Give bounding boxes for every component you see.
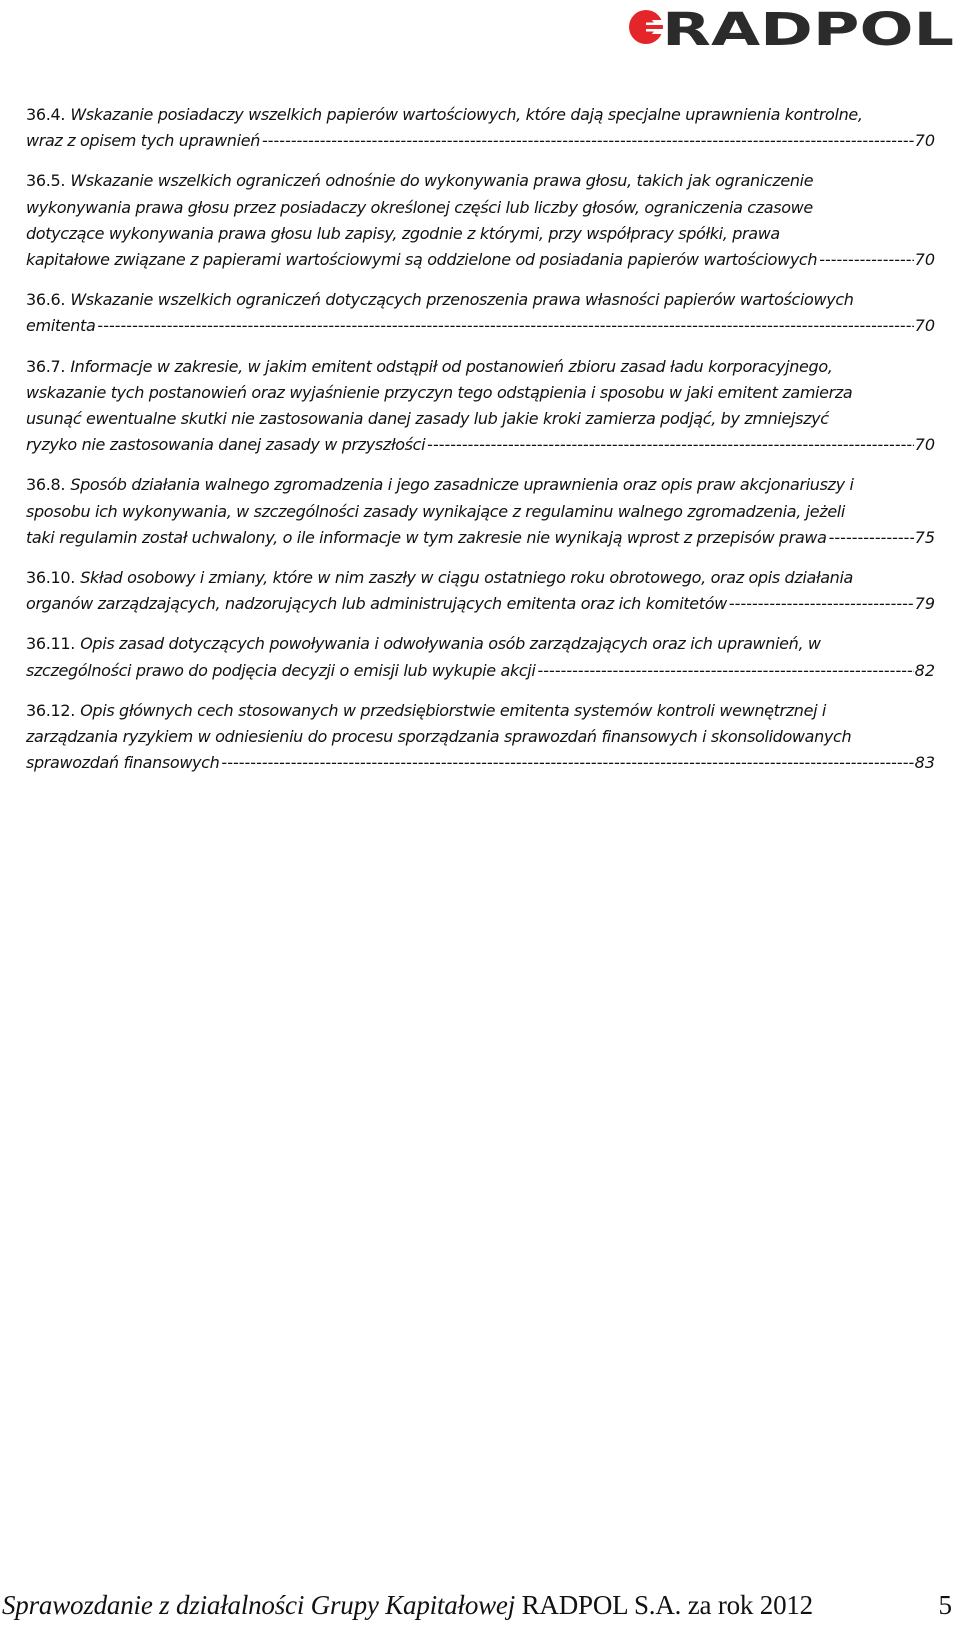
toc-entry-text: szczególności prawo do podjęcia decyzji o emisji lub wykupie akcji: [26, 660, 536, 680]
toc-entry-page: 70: [914, 250, 935, 270]
table-of-contents: [26, 102, 935, 790]
toc-entry[interactable]: [26, 168, 935, 273]
toc-entry-text: Skład osobowy i zmiany, które w nim zaszły w ciągu ostatniego roku obrotowego, oraz opis działania: [80, 568, 853, 588]
toc-entry[interactable]: [26, 631, 935, 683]
toc-entry-text: Wskazanie wszelkich ograniczeń odnośnie do wykonywania prawa głosu, takich jak ograniczenie: [70, 171, 814, 191]
toc-entry-text: kapitałowe związane z papierami wartościowymi są oddzielone od posiadania papierów wartościowych: [26, 250, 818, 270]
dot-leader: [221, 750, 913, 776]
toc-entry-line: [26, 221, 935, 247]
toc-entry-line: [26, 168, 935, 194]
toc-entry[interactable]: [26, 472, 935, 551]
toc-entry-page: 70: [914, 131, 935, 151]
dot-leader: [819, 247, 913, 273]
toc-entry-text: Opis zasad dotyczących powoływania i odwoływania osób zarządzających oraz ich uprawnień, w: [80, 634, 821, 654]
dot-leader: [829, 525, 914, 551]
toc-entry-text: Informacje w zakresie, w jakim emitent odstąpił od postanowień zbioru zasad ładu korporacyjnego,: [70, 356, 833, 376]
toc-entry-number: 36.4.: [26, 105, 66, 124]
toc-entry-text: dotyczące wykonywania prawa głosu lub zapisy, zgodnie z którymi, przy współpracy spółki, prawa: [26, 223, 780, 243]
toc-entry-text: emitenta: [26, 316, 96, 336]
toc-entry-line: [26, 406, 935, 432]
toc-entry[interactable]: [26, 287, 935, 339]
toc-entry-page: 70: [914, 316, 935, 336]
dot-leader: [97, 313, 913, 339]
toc-entry-page: 70: [914, 435, 935, 455]
toc-entry-number: 36.12.: [26, 700, 76, 720]
toc-entry-line: [26, 698, 935, 724]
dot-leader: [538, 658, 914, 684]
toc-entry-last-line: [26, 128, 935, 154]
toc-entry[interactable]: [26, 698, 935, 777]
toc-entry-line: [26, 565, 935, 591]
toc-entry-number: 36.11.: [26, 634, 76, 654]
logo-emblem-icon: [629, 10, 666, 44]
toc-entry-page: 79: [914, 594, 935, 614]
toc-entry-text: Wskazanie posiadaczy wszelkich papierów wartościowych, które dają specjalne uprawnienia kontrolne,: [70, 105, 863, 124]
toc-entry-page: 83: [914, 753, 935, 773]
toc-entry-number: 36.7.: [26, 356, 66, 376]
toc-entry-line: [26, 287, 935, 313]
toc-entry-last-line: [26, 432, 935, 458]
toc-entry-last-line: [26, 658, 935, 684]
toc-entry-last-line: [26, 247, 935, 273]
toc-entry-text: zarządzania ryzykiem w odniesieniu do procesu sporządzania sprawozdań finansowych i skonsolidowanych: [26, 727, 852, 747]
dot-leader: [427, 432, 913, 458]
toc-entry-text: sprawozdań finansowych: [26, 753, 220, 773]
toc-entry-line: [26, 472, 935, 498]
toc-entry-number: 36.5.: [26, 171, 66, 191]
logo-wordmark: RADPOL: [662, 6, 954, 48]
footer-title: Sprawozdanie z działalności Grupy Kapitałowej RADPOL S.A. za rok 2012: [2, 1590, 813, 1620]
toc-entry-text: ryzyko nie zastosowania danej zasady w przyszłości: [26, 435, 426, 455]
toc-entry-last-line: [26, 750, 935, 776]
toc-entry[interactable]: [26, 354, 935, 459]
toc-entry-text: usunąć ewentualne skutki nie zastosowania danej zasady lub jakie kroki zamierza podjąć, by zmniejszyć: [26, 409, 829, 429]
toc-entry-text: Wskazanie wszelkich ograniczeń dotyczących przenoszenia prawa własności papierów wartościowych: [70, 290, 854, 310]
dot-leader: [729, 591, 914, 617]
toc-entry-line: [26, 499, 935, 525]
company-logo: [628, 6, 956, 48]
toc-entry-number: 36.10.: [26, 568, 76, 588]
dot-leader: [262, 128, 914, 154]
toc-entry-page: 75: [914, 527, 935, 547]
toc-entry-line: [26, 631, 935, 657]
toc-entry-text: wykonywania prawa głosu przez posiadaczy określonej części lub liczby głosów, ograniczenia czasowe: [26, 197, 813, 217]
toc-entry-page: 82: [914, 660, 935, 680]
toc-entry-line: [26, 724, 935, 750]
toc-entry[interactable]: [26, 102, 935, 154]
toc-entry-last-line: [26, 525, 935, 551]
toc-entry-last-line: [26, 313, 935, 339]
toc-entry-text: organów zarządzających, nadzorujących lub administrujących emitenta oraz ich komitetów: [26, 594, 727, 614]
toc-entry-last-line: [26, 591, 935, 617]
toc-entry-number: 36.6.: [26, 290, 66, 310]
toc-entry-text: sposobu ich wykonywania, w szczególności zasady wynikające z regulaminu walnego zgromadzenia, jeżeli: [26, 501, 846, 521]
toc-entry-text: wskazanie tych postanowień oraz wyjaśnienie przyczyn tego odstąpienia i sposobu w jaki emitent zamierza: [26, 382, 853, 402]
toc-entry-line: [26, 102, 935, 128]
toc-entry-text: taki regulamin został uchwalony, o ile informacje w tym zakresie nie wynikają wprost z przepisów prawa: [26, 527, 827, 547]
toc-entry-text: Sposób działania walnego zgromadzenia i jego zasadnicze uprawnienia oraz opis praw akcjonariuszy i: [70, 475, 854, 495]
toc-entry-line: [26, 354, 935, 380]
toc-entry-number: 36.8.: [26, 475, 66, 495]
page-footer: [0, 1590, 960, 1624]
toc-entry-text: Opis głównych cech stosowanych w przedsiębiorstwie emitenta systemów kontroli wewnętrznej i: [80, 700, 827, 720]
toc-entry[interactable]: [26, 565, 935, 617]
toc-entry-line: [26, 380, 935, 406]
page-number: 5: [938, 1590, 952, 1620]
toc-entry-line: [26, 195, 935, 221]
toc-entry-text: wraz z opisem tych uprawnień: [26, 131, 260, 151]
